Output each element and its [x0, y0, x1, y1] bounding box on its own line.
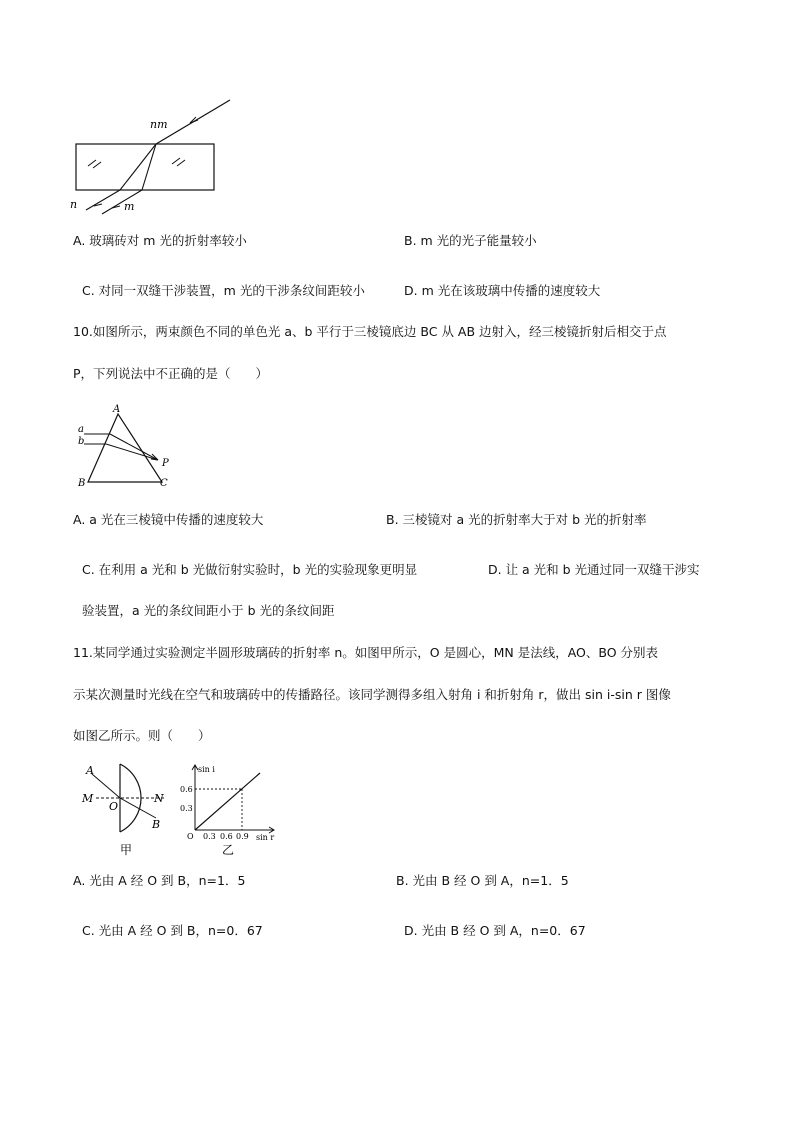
- q10-label-ray-b: b: [78, 436, 85, 447]
- q10-label-a-vertex: A: [113, 404, 121, 415]
- q11-yi-xlabel: sin r: [256, 833, 275, 842]
- q10-option-d-line2[interactable]: 验装置，a 光的条纹间距小于 b 光的条纹间距: [82, 603, 335, 618]
- q11-yi-caption: 乙: [222, 843, 235, 857]
- q11-yi-origin: O: [187, 832, 194, 841]
- q11-jia-label-n: N: [154, 792, 164, 805]
- q10-option-d-line1[interactable]: D. 让 a 光和 b 光通过同一双缝干涉实: [488, 562, 700, 577]
- q11-yi-xtick-0.3: 0.3: [203, 832, 216, 841]
- q11-stem-line3: 如图乙所示。则（ ）: [73, 728, 211, 743]
- q11-sin-graph: [178, 760, 280, 858]
- q9-option-b[interactable]: B. m 光的光子能量较小: [404, 233, 537, 248]
- q11-graph-line: [195, 773, 260, 830]
- q10-option-b[interactable]: B. 三棱镜对 a 光的折射率大于对 b 光的折射率: [386, 512, 647, 527]
- q11-option-c[interactable]: C. 光由 A 经 O 到 B，n=0．67: [82, 923, 263, 938]
- q9-label-m: m: [124, 200, 135, 213]
- q11-yi-xtick-0.6: 0.6: [220, 832, 233, 841]
- q11-yi-ytick-0.3: 0.3: [180, 804, 193, 813]
- q11-stem-line1: 11.某同学通过实验测定半圆形玻璃砖的折射率 n。如图甲所示，O 是圆心，MN 是法线，AO、BO 分别表: [73, 645, 659, 660]
- q10-prism-figure: [72, 402, 184, 488]
- q11-jia-label-m: M: [82, 792, 94, 805]
- q10-option-c[interactable]: C. 在利用 a 光和 b 光做衍射实验时，b 光的实验现象更明显: [82, 562, 418, 577]
- q10-stem-line1: 10.如图所示，两束颜色不同的单色光 a、b 平行于三棱镜底边 BC 从 AB 边射入，经三棱镜折射后相交于点: [73, 324, 667, 339]
- q10-label-p: P: [162, 458, 169, 469]
- q11-stem-line2: 示某次测量时光线在空气和玻璃砖中的传播路径。该同学测得多组入射角 i 和折射角 r，做出 sin i-sin r 图像: [73, 687, 671, 702]
- q10-label-c-vertex: C: [160, 478, 168, 488]
- q9-label-n: n: [70, 198, 78, 211]
- q11-option-a[interactable]: A. 光由 A 经 O 到 B，n=1．5: [73, 873, 246, 888]
- q11-yi-xtick-0.9: 0.9: [236, 832, 249, 841]
- q11-option-b[interactable]: B. 光由 B 经 O 到 A，n=1．5: [396, 873, 569, 888]
- q9-label-nm: nm: [150, 118, 168, 131]
- q10-stem-line2: P，下列说法中不正确的是（ ）: [73, 366, 269, 381]
- q11-yi-ytick-0.6: 0.6: [180, 785, 193, 794]
- q9-option-c[interactable]: C. 对同一双缝干涉装置，m 光的干涉条纹间距较小: [82, 283, 365, 298]
- q11-option-d[interactable]: D. 光由 B 经 O 到 A，n=0．67: [404, 923, 586, 938]
- q11-jia-label-o: O: [109, 800, 119, 813]
- q9-option-a[interactable]: A. 玻璃砖对 m 光的折射率较小: [73, 233, 247, 248]
- q10-option-a[interactable]: A. a 光在三棱镜中传播的速度较大: [73, 512, 264, 527]
- q9-option-d[interactable]: D. m 光在该玻璃中传播的速度较大: [404, 283, 601, 298]
- q11-jia-caption: 甲: [120, 843, 133, 857]
- q11-jia-label-b: B: [152, 818, 161, 831]
- q9-glass-slab-figure: [60, 92, 240, 222]
- q10-label-b-vertex: B: [78, 478, 86, 488]
- q10-label-ray-a: a: [78, 424, 84, 435]
- q11-semicircle-figure: [80, 760, 172, 858]
- q11-yi-ylabel: sin i: [198, 765, 215, 774]
- q11-jia-label-a: A: [86, 764, 94, 777]
